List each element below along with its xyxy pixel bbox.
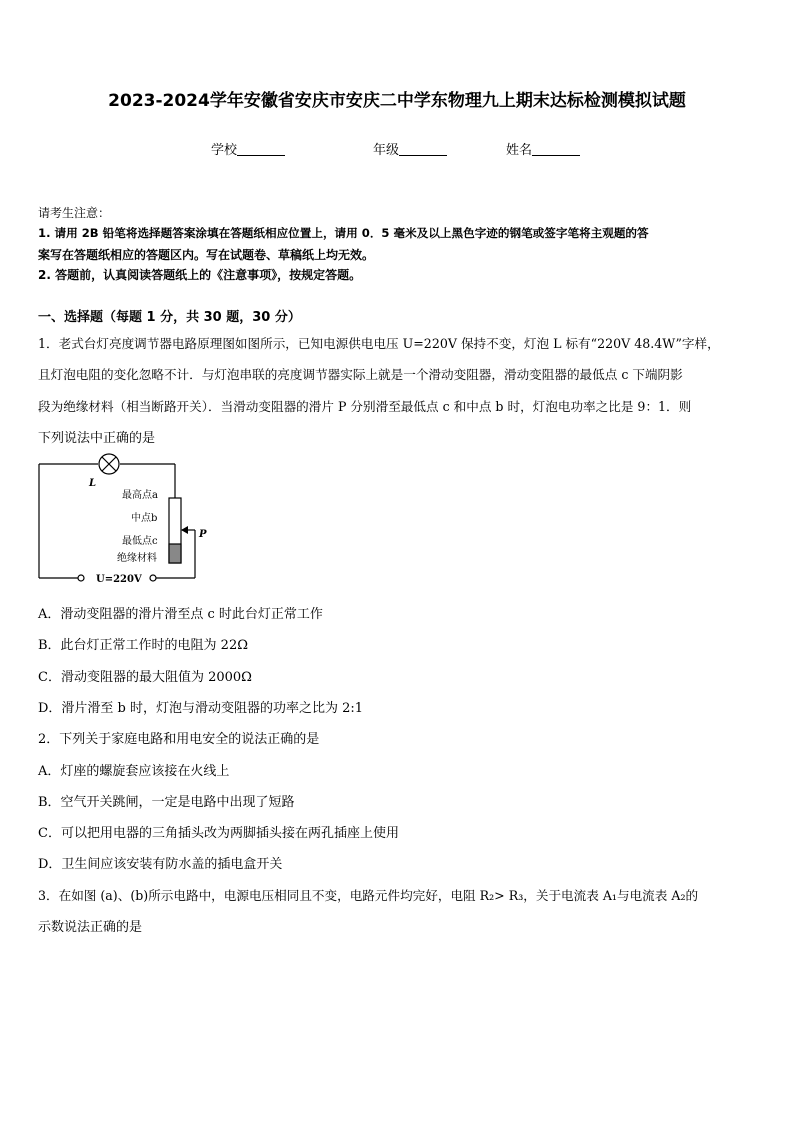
- notice-item1-line2: 案写在答题纸相应的答题区内。写在试题卷、草稿纸上均无效。: [38, 248, 375, 262]
- q1-option-c: C．滑动变阻器的最大阻值为 2000Ω: [38, 670, 252, 685]
- name-label: 姓名: [506, 143, 533, 158]
- q2-option-a: A．灯座的螺旋套应该接在火线上: [38, 764, 230, 779]
- name-field: [506, 139, 580, 158]
- page-title: 2023-2024学年安徽省安庆市安庆二中学东物理九上期末达标检测模拟试题: [108, 91, 686, 111]
- terminal-left-icon: [78, 575, 84, 581]
- grade-blank: [399, 143, 447, 156]
- lamp-label: L: [89, 478, 97, 489]
- q2-option-c: C．可以把用电器的三角插头改为两脚插头接在两孔插座上使用: [38, 826, 399, 841]
- slider-arrow-icon: [181, 526, 188, 534]
- rheostat-icon: [169, 498, 181, 563]
- q1-line4: 下列说法中正确的是: [38, 431, 156, 446]
- q2-stem: 2．下列关于家庭电路和用电安全的说法正确的是: [38, 732, 320, 747]
- q1-line3: 段为绝缘材料（相当断路开关）．当滑动变阻器的滑片 P 分别滑至最低点 c 和中点 b 时，灯泡电功率之比是 9：1．则: [38, 399, 692, 414]
- school-field: [211, 139, 285, 158]
- q1-line1: 1．老式台灯亮度调节器电路原理图如图所示，已知电源供电电压 U=220V 保持不变，灯泡 L 标有“220V 48.4W”字样，: [38, 336, 720, 351]
- q2-option-d: D．卫生间应该安装有防水盖的插电盒开关: [38, 857, 283, 872]
- section-heading: 一、选择题（每题 1 分，共 30 题，30 分）: [38, 310, 301, 325]
- circuit-diagram: [30, 448, 220, 588]
- notice-heading: 请考生注意：: [38, 206, 111, 220]
- lamp-icon: [99, 454, 119, 474]
- q1-option-a: A．滑动变阻器的滑片滑至点 c 时此台灯正常工作: [38, 607, 323, 622]
- q3-line2: 示数说法正确的是: [38, 920, 143, 935]
- voltage-label: U=220V: [96, 574, 142, 585]
- school-label: 学校: [211, 143, 238, 158]
- grade-field: [373, 139, 447, 158]
- slider-label: P: [199, 529, 207, 540]
- label-mid-b: 中点b: [131, 513, 158, 524]
- grade-label: 年级: [373, 143, 400, 158]
- q1-option-d: D．滑片滑至 b 时，灯泡与滑动变阻器的功率之比为 2:1: [38, 701, 364, 716]
- notice-item1-line1: 1. 请用 2B 铅笔将选择题答案涂填在答题纸相应位置上，请用 0．5 毫米及以上黑色字迹的钢笔或签字笔将主观题的答: [38, 226, 649, 240]
- notice-item2: 2. 答题前，认真阅读答题纸上的《注意事项》，按规定答题。: [38, 268, 362, 282]
- terminal-right-icon: [150, 575, 156, 581]
- name-blank: [532, 143, 580, 156]
- q2-option-b: B．空气开关跳闸，一定是电路中出现了短路: [38, 795, 295, 810]
- label-top-a: 最高点a: [122, 490, 158, 501]
- label-low-c: 最低点c: [122, 536, 158, 547]
- school-blank: [237, 143, 285, 156]
- label-insulator: 绝缘材料: [117, 553, 157, 564]
- q1-line2: 且灯泡电阻的变化忽略不计．与灯泡串联的亮度调节器实际上就是一个滑动变阻器，滑动变阻器的最低点 c 下端阴影: [38, 367, 683, 382]
- q1-option-b: B．此台灯正常工作时的电阻为 22Ω: [38, 638, 249, 653]
- q3-line1: 3．在如图 (a)、(b)所示电路中，电源电压相同且不变，电路元件均完好，电阻 R₂> R₃，关于电流表 A₁与电流表 A₂的: [38, 888, 699, 903]
